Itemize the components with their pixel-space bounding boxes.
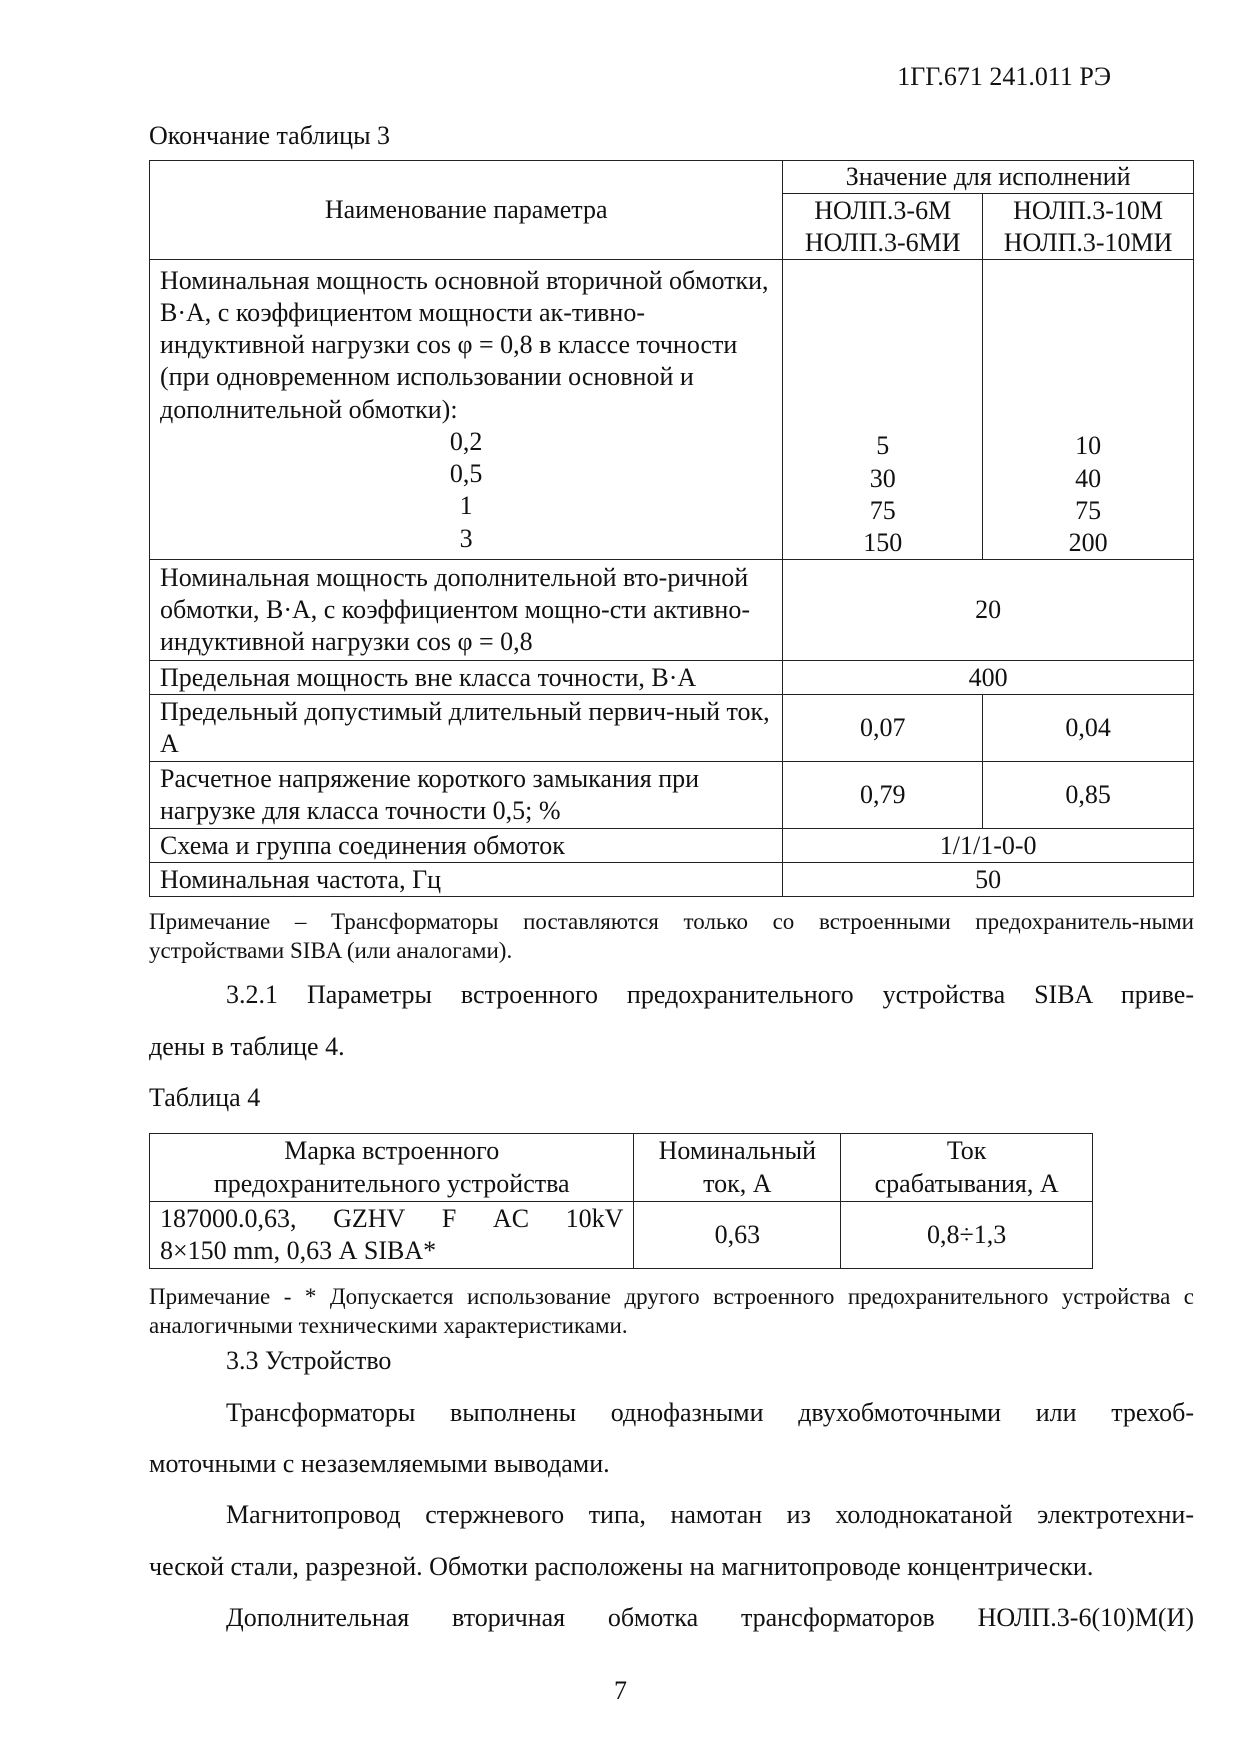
document-code: 1ГГ.671 241.011 РЭ (897, 62, 1111, 91)
row-power-main-name: Номинальная мощность основной вторичной обмотки, В·А, с коэффициентом мощности ак-тивно-индуктивной нагрузки cos φ = 0,8 в классе точности (при одновременном использовании основной и дополнительной обмотки): 0,2 0,5 1 3 (150, 260, 783, 560)
row-scheme-name: Схема и группа соединения обмоток (150, 829, 783, 863)
table3-continuation-label: Окончание таблицы 3 (149, 121, 391, 150)
header-col2: НОЛП.3-10М НОЛП.3-10МИ (983, 194, 1194, 260)
row-voltage-col2: 0,85 (983, 762, 1194, 829)
t4-header-mark: Марка встроенного предохранительного устройства (150, 1134, 634, 1202)
row-power-add-name: Номинальная мощность дополнительной вто-ричной обмотки, В·А, с коэффициентом мощно-сти активно-индуктивной нагрузки cos φ = 0,8 (150, 560, 783, 661)
table4-label: Таблица 4 (149, 1083, 261, 1112)
header-values-for: Значение для исполнений (783, 161, 1194, 194)
header-param-name: Наименование параметра (150, 161, 783, 260)
row-limit-power-value: 400 (783, 661, 1194, 695)
t4-row-trip: 0,8÷1,3 (841, 1202, 1093, 1269)
table4-note: Примечание - * Допускается использование другого встроенного предохранительного устройства с аналогичными техническими характеристиками. (149, 1284, 1194, 1339)
table3-note: Примечание – Трансформаторы поставляются только со встроенными предохранитель-ными устройствами SIBA (или аналогами). (149, 909, 1194, 964)
row-current-col2: 0,04 (983, 695, 1194, 762)
t4-row-mark: 187000.0,63, GZHV F AC 10kV 8×150 mm, 0,63 А SIBA* (150, 1202, 634, 1269)
section-3-3-p3-line1: Дополнительная вторичная обмотка трансформаторов НОЛП.3-6(10)М(И) (226, 1603, 1194, 1632)
section-3-3-p1-line2: моточными с незаземляемыми выводами. (149, 1449, 610, 1478)
row-limit-power-name: Предельная мощность вне класса точности, В·А (150, 661, 783, 695)
t4-header-nominal: Номинальный ток, А (634, 1134, 841, 1202)
row-power-add-value: 20 (783, 560, 1194, 661)
para-3-2-1-line1: 3.2.1 Параметры встроенного предохранительного устройства SIBA приве- (226, 980, 1194, 1009)
row-voltage-col1: 0,79 (783, 762, 983, 829)
row-current-col1: 0,07 (783, 695, 983, 762)
section-3-3-p2-line1: Магнитопровод стержневого типа, намотан из холоднокатаной электротехни- (226, 1500, 1194, 1529)
row-voltage-name: Расчетное напряжение короткого замыкания при нагрузке для класса точности 0,5; % (150, 762, 783, 829)
t4-header-trip: Ток срабатывания, А (841, 1134, 1093, 1202)
section-3-3-heading: 3.3 Устройство (226, 1346, 392, 1375)
row-scheme-value: 1/1/1-0-0 (783, 829, 1194, 863)
row-power-main-col2: 10 40 75 200 (983, 260, 1194, 560)
row-current-name: Предельный допустимый длительный первич-ный ток, А (150, 695, 783, 762)
para-3-2-1-line2: дены в таблице 4. (149, 1032, 345, 1061)
row-freq-value: 50 (783, 863, 1194, 897)
t4-row-nominal: 0,63 (634, 1202, 841, 1269)
page-number: 7 (614, 1676, 627, 1705)
section-3-3-p2-line2: ческой стали, разрезной. Обмотки расположены на магнитопроводе концентрически. (149, 1552, 1094, 1581)
row-power-main-col1: 5 30 75 150 (783, 260, 983, 560)
row-freq-name: Номинальная частота, Гц (150, 863, 783, 897)
header-col1: НОЛП.3-6М НОЛП.3-6МИ (783, 194, 983, 260)
section-3-3-p1-line1: Трансформаторы выполнены однофазными двухобмоточными или трехоб- (226, 1398, 1194, 1427)
table-3 (149, 160, 1194, 897)
table-4 (149, 1133, 1093, 1269)
